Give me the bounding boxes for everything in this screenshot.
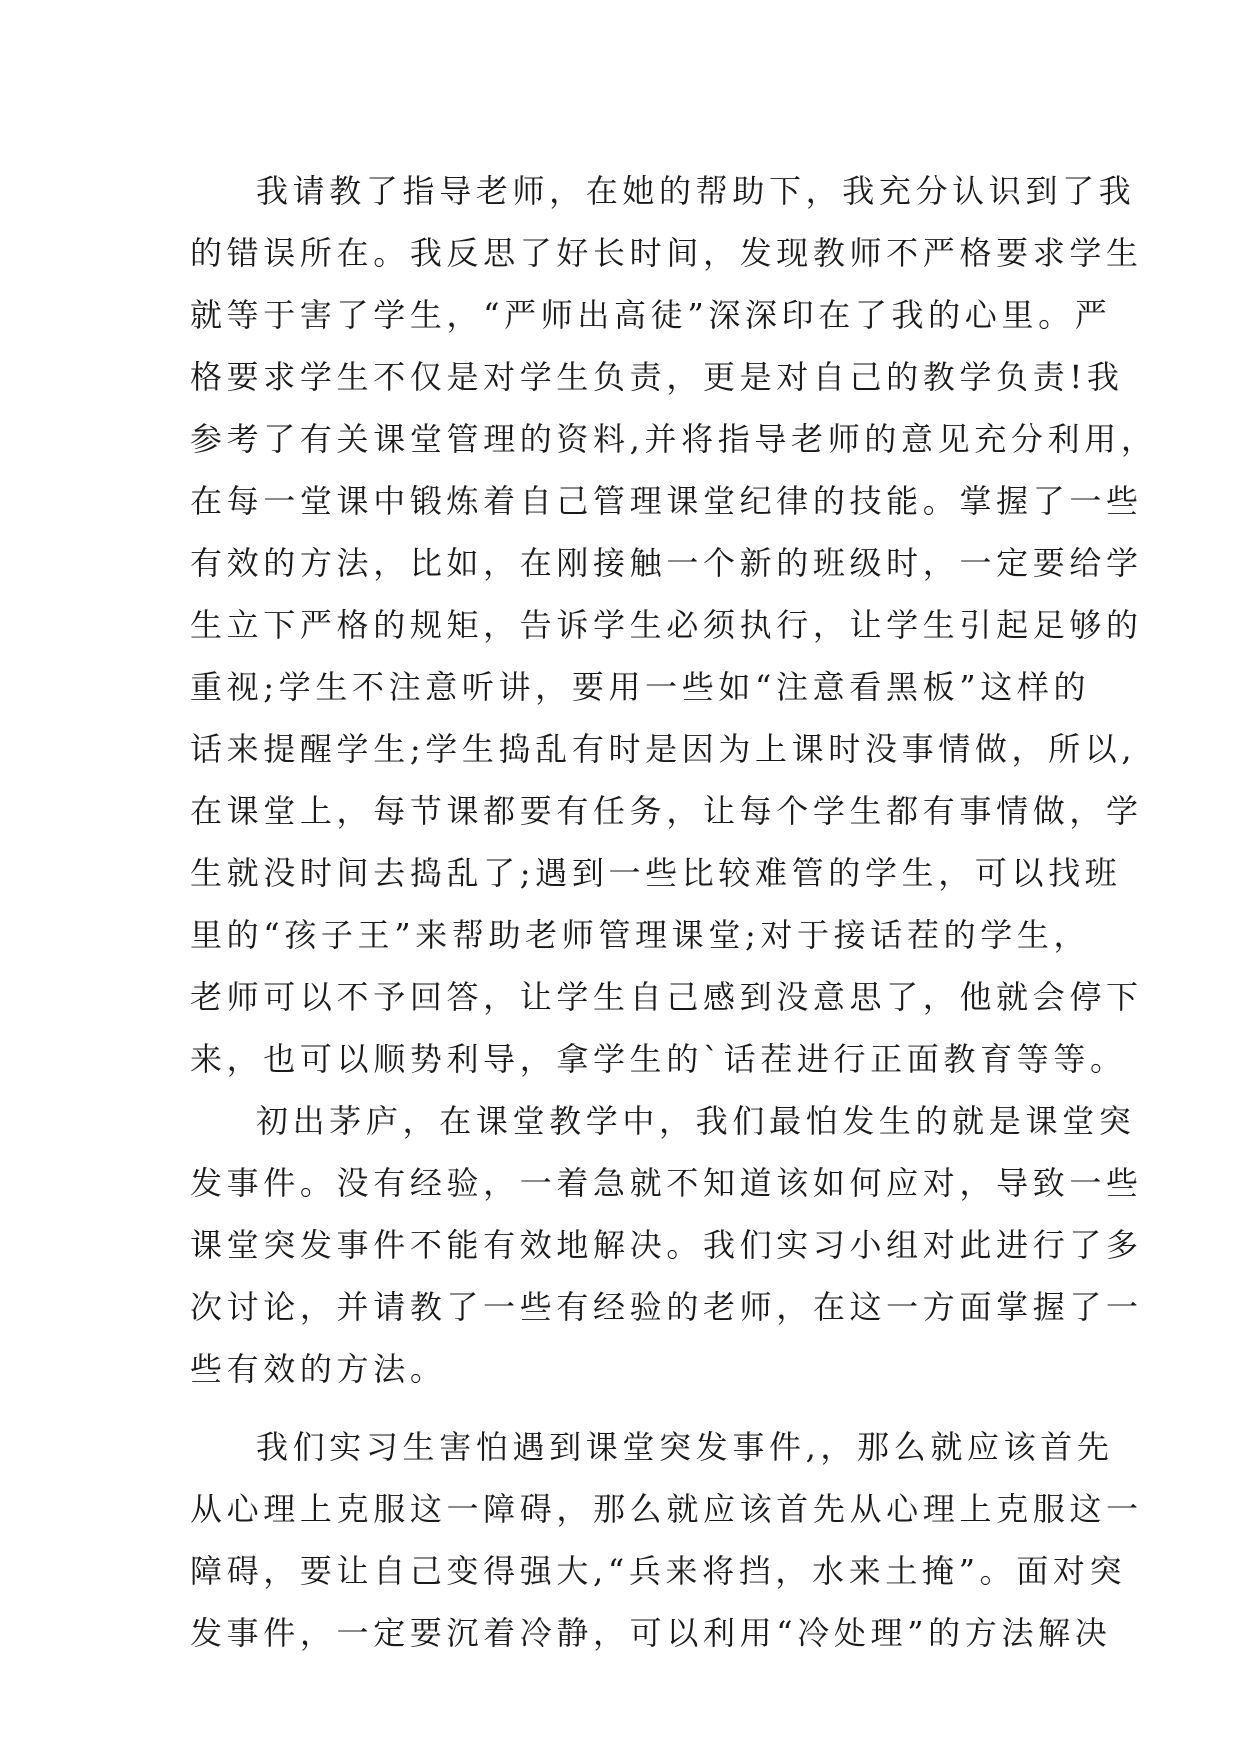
paragraph-1 bbox=[190, 160, 1158, 1090]
text-line: 话来提醒学生;学生捣乱有时是因为上课时没事情做，所以, bbox=[190, 730, 1137, 768]
text-line: 课堂突发事件不能有效地解决。我们实习小组对此进行了多 bbox=[190, 1226, 1143, 1264]
text-line: 里的“孩子王”来帮助老师管理课堂;对于接话茬的学生， bbox=[190, 916, 1091, 954]
text-line: 从心理上克服这一障碍，那么就应该首先从心理上克服这一 bbox=[190, 1490, 1143, 1528]
text-line: 发事件，一定要沉着冷静，可以利用“冷处理”的方法解决 bbox=[190, 1614, 1112, 1652]
text-line: 次讨论，并请教了一些有经验的老师，在这一方面掌握了一 bbox=[190, 1288, 1143, 1326]
text-line: 就等于害了学生，“严师出高徒”深深印在了我的心里。严 bbox=[190, 296, 1112, 334]
text-line: 生就没时间去捣乱了;遇到一些比较难管的学生，可以找班 bbox=[190, 854, 1122, 892]
paragraph-2 bbox=[190, 1090, 1143, 1400]
text-line: 发事件。没有经验，一着急就不知道该如何应对，导致一些 bbox=[190, 1164, 1143, 1202]
text-line: 我们实习生害怕遇到课堂突发事件,，那么就应该首先 bbox=[256, 1428, 1114, 1466]
text-line: 有效的方法，比如，在刚接触一个新的班级时，一定要给学 bbox=[190, 544, 1143, 582]
text-line: 在每一堂课中锻炼着自己管理课堂纪律的技能。掌握了一些 bbox=[190, 482, 1143, 520]
text-line: 我请教了指导老师，在她的帮助下，我充分认识到了我 bbox=[256, 172, 1136, 210]
paragraph-3 bbox=[190, 1416, 1143, 1664]
text-line: 障碍，要让自己变得强大,“兵来将挡，水来土掩”。面对突 bbox=[190, 1552, 1127, 1590]
text-line: 老师可以不予回答，让学生自己感到没意思了，他就会停下 bbox=[190, 978, 1143, 1016]
text-line: 格要求学生不仅是对学生负责，更是对自己的教学负责!我 bbox=[190, 358, 1124, 396]
text-line: 来，也可以顺势利导，拿学生的`话茬进行正面教育等等。 bbox=[190, 1040, 1127, 1078]
text-line: 在课堂上，每节课都要有任务，让每个学生都有事情做，学 bbox=[190, 792, 1143, 830]
text-line: 生立下严格的规矩，告诉学生必须执行，让学生引起足够的 bbox=[190, 606, 1143, 644]
text-line: 参考了有关课堂管理的资料,并将指导老师的意见充分利用， bbox=[190, 420, 1158, 458]
text-line: 的错误所在。我反思了好长时间，发现教师不严格要求学生 bbox=[190, 234, 1143, 272]
document-body bbox=[190, 160, 1158, 1664]
paragraph-spacer bbox=[190, 1400, 1070, 1416]
text-line: 重视;学生不注意听讲，要用一些如“注意看黑板”这样的 bbox=[190, 668, 1091, 706]
text-line: 初出茅庐，在课堂教学中，我们最怕发生的就是课堂突 bbox=[256, 1102, 1136, 1140]
text-line: 些有效的方法。 bbox=[190, 1350, 447, 1388]
